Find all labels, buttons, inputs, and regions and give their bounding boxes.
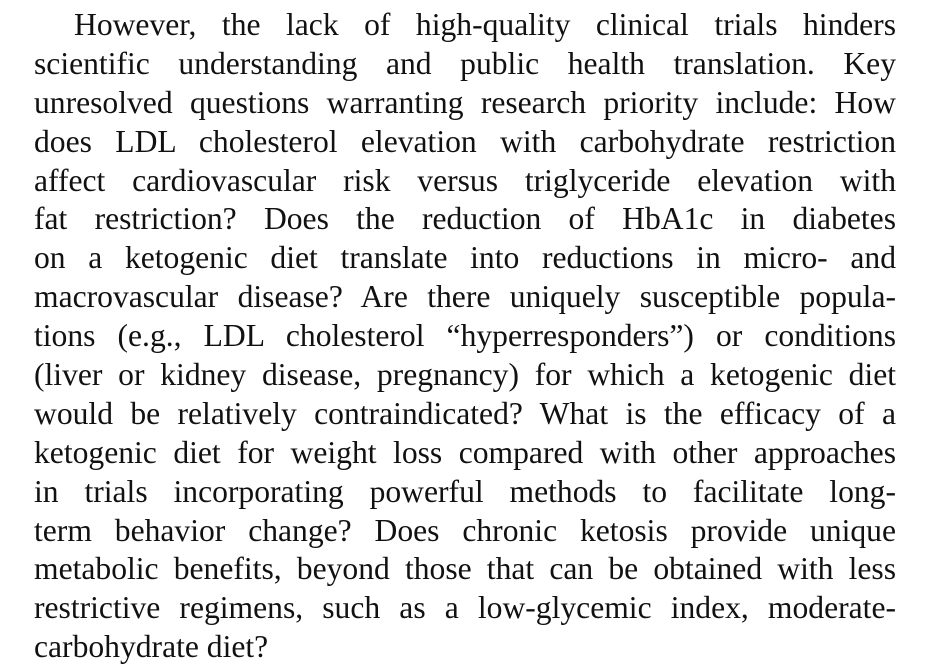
text-line: However, the lack of high-quality clinical trials hinders bbox=[74, 7, 896, 42]
text-line: macrovascular disease? Are there uniquely susceptible popula- bbox=[34, 279, 896, 315]
text-line: would be relatively contraindicated? What is the efficacy of a bbox=[34, 395, 896, 431]
text-line: term behavior change? Does chronic ketosis provide unique bbox=[34, 512, 896, 548]
text-line: scientific understanding and public health translation. Key bbox=[34, 45, 896, 81]
text-line: (liver or kidney disease, pregnancy) for which a ketogenic diet bbox=[34, 357, 896, 393]
text-line: in trials incorporating powerful methods to facilitate long- bbox=[34, 473, 896, 509]
text-line: on a ketogenic diet translate into reductions in micro- and bbox=[34, 240, 896, 276]
body-paragraph bbox=[34, 6, 896, 667]
text-line: ketogenic diet for weight loss compared with other approaches bbox=[34, 434, 896, 470]
text-line: tions (e.g., LDL cholesterol “hyperresponders”) or conditions bbox=[34, 318, 896, 354]
text-line: fat restriction? Does the reduction of HbA1c in diabetes bbox=[34, 201, 896, 237]
text-line: unresolved questions warranting research priority include: How bbox=[34, 84, 896, 120]
text-line: affect cardiovascular risk versus triglyceride elevation with bbox=[34, 162, 896, 198]
text-line: metabolic benefits, beyond those that can be obtained with less bbox=[34, 551, 896, 587]
text-line: carbohydrate diet? bbox=[34, 629, 269, 665]
text-line: does LDL cholesterol elevation with carbohydrate restriction bbox=[34, 123, 896, 159]
text-line: restrictive regimens, such as a low-glycemic index, moderate- bbox=[34, 590, 896, 626]
